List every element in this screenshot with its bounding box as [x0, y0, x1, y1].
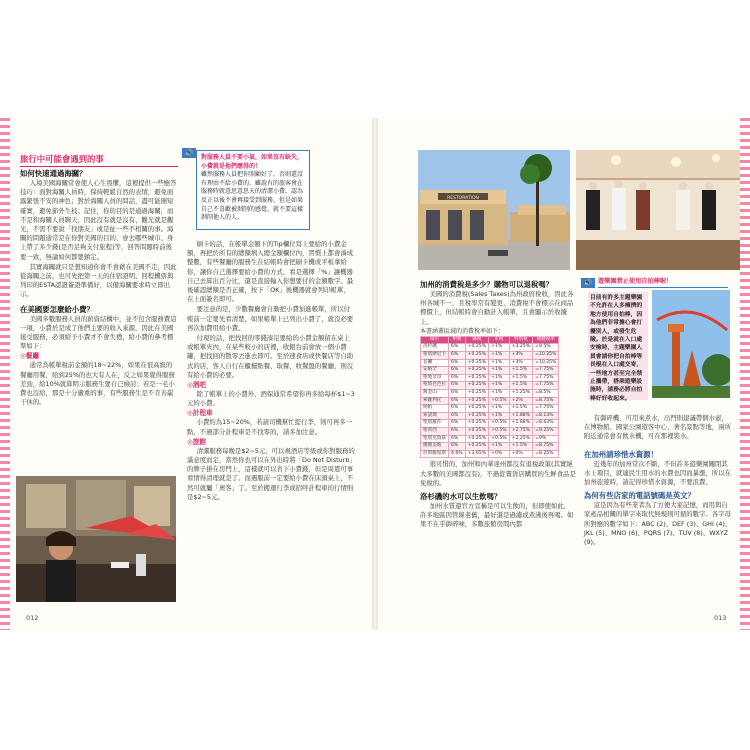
table-cell: 6%: [448, 427, 465, 435]
table-cell: 6%: [448, 359, 465, 367]
paragraph: 有御碎機，可用來煮水，出門則建議帶個水壺，在博物館、國家公園遊客中心、著名景點等地，兩所附近通常會有飲水機，可在那裡裝水。: [584, 414, 731, 441]
book-spread: [0, 118, 750, 630]
left-column-1: [20, 154, 178, 408]
table-cell: +1.5%: [509, 374, 532, 382]
table-cell: =7.75%: [533, 405, 559, 413]
table-row: [421, 412, 559, 420]
mall-photo: [576, 150, 740, 270]
table-cell: +0.25%: [465, 397, 488, 405]
page-edge-decoration: [0, 118, 10, 630]
table-cell: =10.25%: [533, 359, 559, 367]
table-cell: +1.25%: [509, 389, 532, 397]
table-cell: +0.5%: [489, 435, 510, 443]
question-heading: 如何快速通過海關？: [20, 169, 87, 178]
table-cell: +1%: [489, 374, 510, 382]
paragraph: 小費約為15~20%，若請司機幫忙提行李，則可再多一點，不過部分計程車是不找零的，請多加注意。: [187, 418, 353, 436]
roller-coaster-photo: [652, 290, 730, 398]
table-header-cell: 特別稅: [509, 336, 532, 344]
table-cell: =8.25%: [533, 450, 559, 458]
table-row: [421, 435, 559, 443]
table-cell: 6%: [448, 435, 465, 443]
question-heading: 在加州請珍惜水資源！: [584, 449, 658, 459]
right-column-2: [584, 414, 734, 548]
table-cell: =8.13%: [533, 412, 559, 420]
table-cell: +0.25%: [465, 367, 488, 375]
store-sign: RESTORATION: [447, 196, 479, 201]
left-page: [0, 118, 372, 630]
table-cell: +1.5%: [509, 382, 532, 390]
paragraph: 很可惜的，加州和內華達州都沒有退稅政策(其實絕大多數的美國都沒有)，不過從賣貨店購買的生鮮食品是免稅的。: [420, 460, 576, 487]
notice-box: [584, 278, 732, 402]
tip-category: ◎餐廳: [20, 352, 39, 361]
table-cell: 6%: [448, 412, 465, 420]
paragraph: 除了帳單上的小費外，酒保通常希望你再多給每杯$1~3元的小費。: [187, 390, 355, 408]
table-cell: =9.25%: [533, 427, 559, 435]
table-row: [421, 344, 559, 352]
table-cell: +2.75%: [509, 427, 532, 435]
table-cell: =7.75%: [533, 367, 559, 375]
table-cell: +1.5%: [509, 405, 532, 413]
table-cell: +1.88%: [509, 420, 532, 428]
right-column-1: [420, 278, 576, 531]
table-cell: 6%: [448, 420, 465, 428]
table-cell: 聖塔克魯茲: [421, 435, 449, 443]
table-cell: +1%: [489, 344, 510, 352]
table-cell: +0.25%: [465, 344, 488, 352]
table-cell: +0%: [509, 450, 532, 458]
table-cell: +0.25%: [465, 359, 488, 367]
paragraph: 入境美國海關常會使人心生畏懼，這裡提供一些應答技巧：面對海關人員時，保持輕鬆自然的表情，避免面露緊張不安的神色；對於海關人員的問話，盡可能簡短確實，避免節外生枝；記住，你的目的是通過海關，而不是和海關人員聊天，因此沒有就是沒有、觀光就是觀光，不需不要說「找朋友」或是扯一些不相關的事。海關的問題通常是在你對美國的目的、會去哪些城市、身上帶了多少錢(是否足夠支付旅程)等，回答問題時前後要一致，無論如何都要鎮定。: [20, 179, 177, 261]
table-cell: =9%: [533, 435, 559, 443]
table-cell: 索薩利托: [421, 397, 449, 405]
table-row: [421, 450, 559, 458]
table-cell: +2.25%: [509, 435, 532, 443]
table-cell: +0.25%: [465, 420, 488, 428]
tip-box-title: 對服務人員不要小氣，如果沒有缺失，小費就是他們應得的！: [201, 154, 304, 170]
table-cell: +1%: [489, 382, 510, 390]
table-cell: +0.5%: [489, 420, 510, 428]
table-cell: +0.5%: [489, 427, 510, 435]
table-cell: 6%: [448, 374, 465, 382]
table-cell: 聖塔摩尼卡: [421, 352, 449, 360]
notice-title: 遊樂園禁止使用自拍棒喔！: [598, 278, 728, 288]
table-cell: =8.75%: [533, 443, 559, 451]
table-cell: =7.75%: [533, 382, 559, 390]
table-row: [421, 352, 559, 360]
paragraph: 這是因為有些業者為了方便大家記憶，而用與自家產品相關的單字來取代無規則可循的數字。各字母所對應的數字如下：ABC (2)、DEF (3)、GHI (4)、JKL (5)、MNO (6)、PQRS (7)、TUV (8)、WXYZ (9)。: [584, 501, 732, 547]
table-cell: +0.25%: [465, 389, 488, 397]
table-cell: +0.25%: [465, 435, 488, 443]
table-cell: 6%: [448, 397, 465, 405]
table-row: [421, 420, 559, 428]
table-cell: 洛杉磯: [421, 344, 449, 352]
left-column-2: [187, 240, 355, 503]
paragraph: 通常為帳單稅前金額的18~22%，如果在很高級的餐廳用餐，給到25%的也大有人在，反之如果覺得服務差勁，給10%就算明示服務生要自己檢討；若是一毛小費也沒給，那是十分嚴重的事，有些服務生是不肯善罷干休的。: [20, 361, 175, 407]
table-cell: 6%: [448, 352, 465, 360]
paragraph: 加州水質還官方宣稱是可以生飲的，但即使如此，許多地區因管線老舊，最好還是過濾或煮沸後再喝。如果不在乎御碎味，多數旅館房間內都: [420, 501, 574, 529]
table-cell: 6%: [448, 344, 465, 352]
question-heading: 為何有些店家的電話號碼是英文？: [584, 491, 695, 501]
restaurant-photo: [16, 476, 176, 602]
table-header-cell: 市稅: [489, 336, 510, 344]
table-cell: +0.25%: [465, 405, 488, 413]
question-heading: 加州的消費稅是多少？購物可以退稅嗎？: [420, 280, 554, 289]
paragraph: 近幾年的加州常次不斷，不但許多遊樂園關閉其水上項目，就連民生用水的水費也因而暴漲，所以在加州旅遊時，請記得珍惜水資源，不要浪費。: [584, 459, 731, 487]
table-cell: +1%: [489, 405, 510, 413]
table-cell: 舊金山: [421, 389, 449, 397]
table-cell: 聖荷西: [421, 427, 449, 435]
table-cell: 索諾瑪: [421, 412, 449, 420]
table-cell: 長攤: [421, 359, 449, 367]
table-cell: =8.63%: [533, 420, 559, 428]
table-cell: +0.5%: [489, 397, 510, 405]
table-cell: +0.25%: [465, 412, 488, 420]
tip-category: ◎酒吧: [187, 381, 206, 390]
paragraph: 清潔服務每晚是$2~5元，可以視酒店等級或你對服務的滿意度而定，當然你也可以在外出時將「Do Not Disturb」的牌子掛在房門上，這樣就可以省下小費錢，但是周恩可事看情得清理就是了。而遇服前一定要給小費在床頭桌上，不然可就屬「奧客」了。至於搬運行李或招呼計程車的行情則是$2~5元。: [187, 446, 355, 501]
table-row: [421, 382, 559, 390]
table-cell: 6%: [448, 443, 465, 451]
table-cell: =8.75%: [533, 397, 559, 405]
table-cell: +2%: [509, 397, 532, 405]
table-cell: 聖地牙哥: [421, 374, 449, 382]
table-cell: +1%: [489, 359, 510, 367]
table-row: [421, 389, 559, 397]
table-header-cell: 總體稅率: [533, 336, 559, 344]
table-cell: +0.25%: [465, 382, 488, 390]
notice-text: 目前有許多主題樂園不允許在人多擁擠的地方使用自拍棒，因為他們非常擔心會打擾別人，或發生危險。於是就在入口處安檢時，主題樂園人員會請你把自拍棒等長棍在入口處交寄，一些地方甚至完全禁止攜帶，搭乘遊樂設施時，請務必將自拍棒好好收起來。: [588, 292, 648, 400]
table-header-cell: 州稅: [448, 336, 465, 344]
table-row: [421, 397, 559, 405]
outlet-photo: [418, 150, 570, 270]
table-cell: +1%: [489, 367, 510, 375]
speaker-icon: 🔊: [581, 278, 595, 288]
table-cell: =7.75%: [533, 374, 559, 382]
paragraph: 刷卡的話，在帳單金額下的Tip欄位寫上要給的小費金額，再把於所有的總額填入總金額欄位內，習慣上都會湊成整數，有些餐廳的服務生在結帳時會把刷卡機或平板拿給你，讓你自己選擇要給小費的方式，看是選擇「%」讓機器自己去算出百分比，還是直接輸入你想要付的金額數字。最後確認總額是否正確，按下「OK」後機器就會列印帳單，在上面簽名即可。: [187, 240, 354, 304]
table-row: [421, 374, 559, 382]
table-cell: 拉斯維加斯: [421, 450, 449, 458]
table-header-cell: 縣稅: [465, 336, 488, 344]
speaker-icon: 🔊: [182, 148, 196, 158]
table-cell: +0%: [489, 450, 510, 458]
table-cell: +1%: [489, 443, 510, 451]
table-row: [421, 427, 559, 435]
tip-category: ◎旅館: [187, 437, 206, 446]
table-cell: +1.88%: [509, 412, 532, 420]
table-cell: =8.5%: [533, 389, 559, 397]
question-heading: 在美國要怎麼給小費？: [20, 304, 94, 314]
table-cell: 4.6%: [448, 450, 465, 458]
table-cell: 納帕: [421, 405, 449, 413]
table-cell: +1.5%: [509, 443, 532, 451]
table-cell: +3%: [509, 359, 532, 367]
paragraph: 其實海關就只是想知道你會不會藉在美國不走，因此從海關之前，也可先把第一天的住宿證明、回程機票與列印的ESTA認證簽證準備好，以備海關要求時立即出示。: [20, 262, 177, 299]
paragraph: 要注意的是，少數餐廳會自動把小費加進帳單，所以付帳前一定要先看清楚，如果帳單上已列出小費了，就沒必要再次加費用給小費。: [187, 305, 354, 332]
table-cell: 6%: [448, 367, 465, 375]
table-cell: +1%: [489, 389, 510, 397]
table-header-cell: 城市: [421, 336, 449, 344]
tax-rate-table: [420, 336, 559, 459]
tip-category: ◎計程車: [187, 409, 213, 418]
table-cell: +1%: [489, 412, 510, 420]
table-row: [421, 405, 559, 413]
table-cell: =9.5%: [533, 344, 559, 352]
table-cell: 安納罕: [421, 367, 449, 375]
table-caption: 本書涵蓋區域的消費稅率如下：: [420, 327, 505, 335]
question-heading: 洛杉磯的水可以生飲嗎？: [420, 491, 502, 501]
table-cell: +1%: [489, 352, 510, 360]
table-cell: +3.65%: [465, 450, 488, 458]
table-row: [421, 367, 559, 375]
page-edge-decoration: [740, 118, 750, 630]
table-cell: +0.25%: [465, 352, 488, 360]
paragraph: 付現的話，把找回的零錢凑足要給的小費金額留在桌上或帳單夾內，在某些較小的店裡，收銀台前會放一個小費罐，把找回的散零丟進去即可。至於速食店或快餐店等自助式的店，客人自行在櫃檯點餐、取餐、收餐盤的餐廳，則沒有給小費的必要。: [187, 334, 354, 379]
right-page: [378, 118, 750, 630]
page-number: 013: [714, 614, 727, 622]
table-row: [421, 359, 559, 367]
tip-box: [196, 150, 310, 230]
page-number: 012: [26, 614, 39, 622]
paragraph: 美國多數服務人員的薪資結構中，並不包含服務費這一項，小費於是成了他們主要的收入來源，因此在美國接受服務，必須給予小費才不會失禮，給小費的參考標準如下：: [20, 314, 177, 351]
table-cell: 6%: [448, 382, 465, 390]
tip-box-text: 雖然服務人員把你照顧好了，否則還沒有理由不給小費的。雖說有的旅客會在服務時就意思意思天的清潔小費，認為反正以後不會再接受到服務，但是如果自己不喜歡被剝削的感覺，就不要這樣剝削他人的人。: [201, 171, 304, 222]
table-row: [421, 443, 559, 451]
table-cell: 優勝美地: [421, 443, 449, 451]
table-cell: +1.5%: [509, 367, 532, 375]
table-cell: =10.25%: [533, 352, 559, 360]
table-cell: +3.25%: [509, 344, 532, 352]
table-cell: 6%: [448, 389, 465, 397]
section-title: 旅行中可能會遇到的事: [20, 154, 178, 167]
table-cell: +0.25%: [465, 427, 488, 435]
table-cell: +0.25%: [465, 443, 488, 451]
table-cell: +0.25%: [465, 374, 488, 382]
table-cell: 聖塔芭芭拉: [421, 382, 449, 390]
table-cell: 聖塔羅莎: [421, 420, 449, 428]
table-cell: +3%: [509, 352, 532, 360]
table-header-row: [421, 336, 559, 344]
table-cell: 6%: [448, 405, 465, 413]
paragraph: 美國的消費稅(Sales Taxes)為州政府稅收，因此各州各城不一，且稅率常有變更，消費稅不會標示在商品標價上，但結帳時會自動計入帳單，且會顯示於收據上。: [420, 290, 574, 326]
